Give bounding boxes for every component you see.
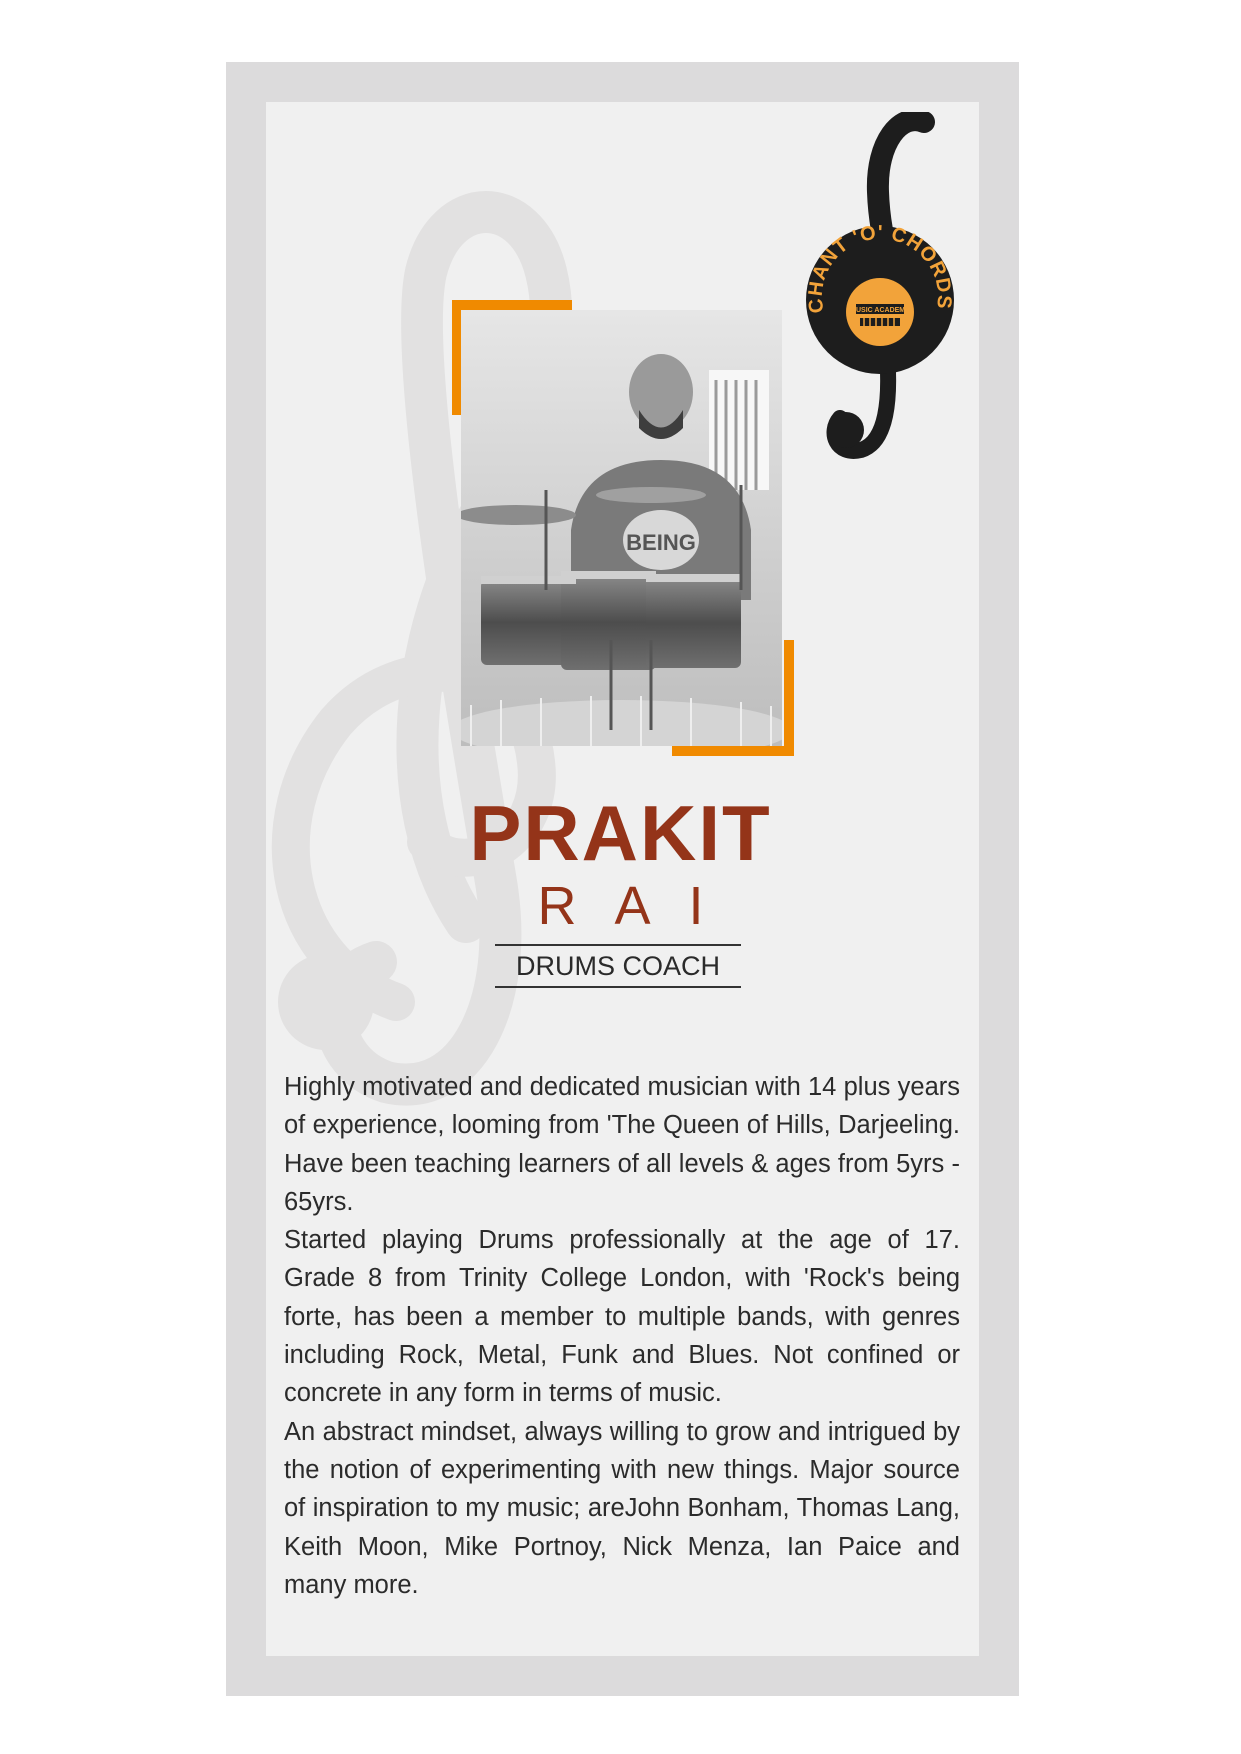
treble-clef-logo-icon bbox=[806, 112, 956, 470]
bio-paragraph: Highly motivated and dedicated musician with 14 plus years of experience, looming from 'The Queen of Hills, Darjeeling. Have been teaching learners of all levels & ages from 5yrs - 65yrs. bbox=[284, 1073, 960, 1216]
logo-name: CHANT 'O' CHORDS bbox=[806, 221, 956, 315]
coach-bio bbox=[284, 1068, 960, 1604]
profile-photo bbox=[461, 310, 782, 746]
coach-role: DRUMS COACH bbox=[495, 944, 741, 988]
chant-o-chords-logo bbox=[806, 112, 956, 470]
drummer-photo-icon bbox=[461, 310, 782, 746]
bio-paragraph: An abstract mindset, always willing to grow and intrigued by the notion of experimenting with new things. Major source of inspiration to my music; areJohn Bonham, Thomas Lang, Keith Moon, Mike Portnoy, Nick Menza, Ian Paice and many more. bbox=[284, 1417, 960, 1599]
svg-text:BEING: BEING bbox=[626, 530, 696, 555]
logo-subtitle: MUSIC ACADEMY bbox=[850, 307, 910, 314]
coach-last-name: RAI bbox=[537, 876, 742, 936]
coach-first-name: PRAKIT bbox=[469, 789, 772, 877]
bio-paragraph: Started playing Drums professionally at the age of 17. Grade 8 from Trinity College London, with 'Rock's being forte, has been a member to multiple bands, with genres including Rock, Metal, Funk and Blues. Not confined or concrete in any form in terms of music. bbox=[284, 1226, 960, 1408]
